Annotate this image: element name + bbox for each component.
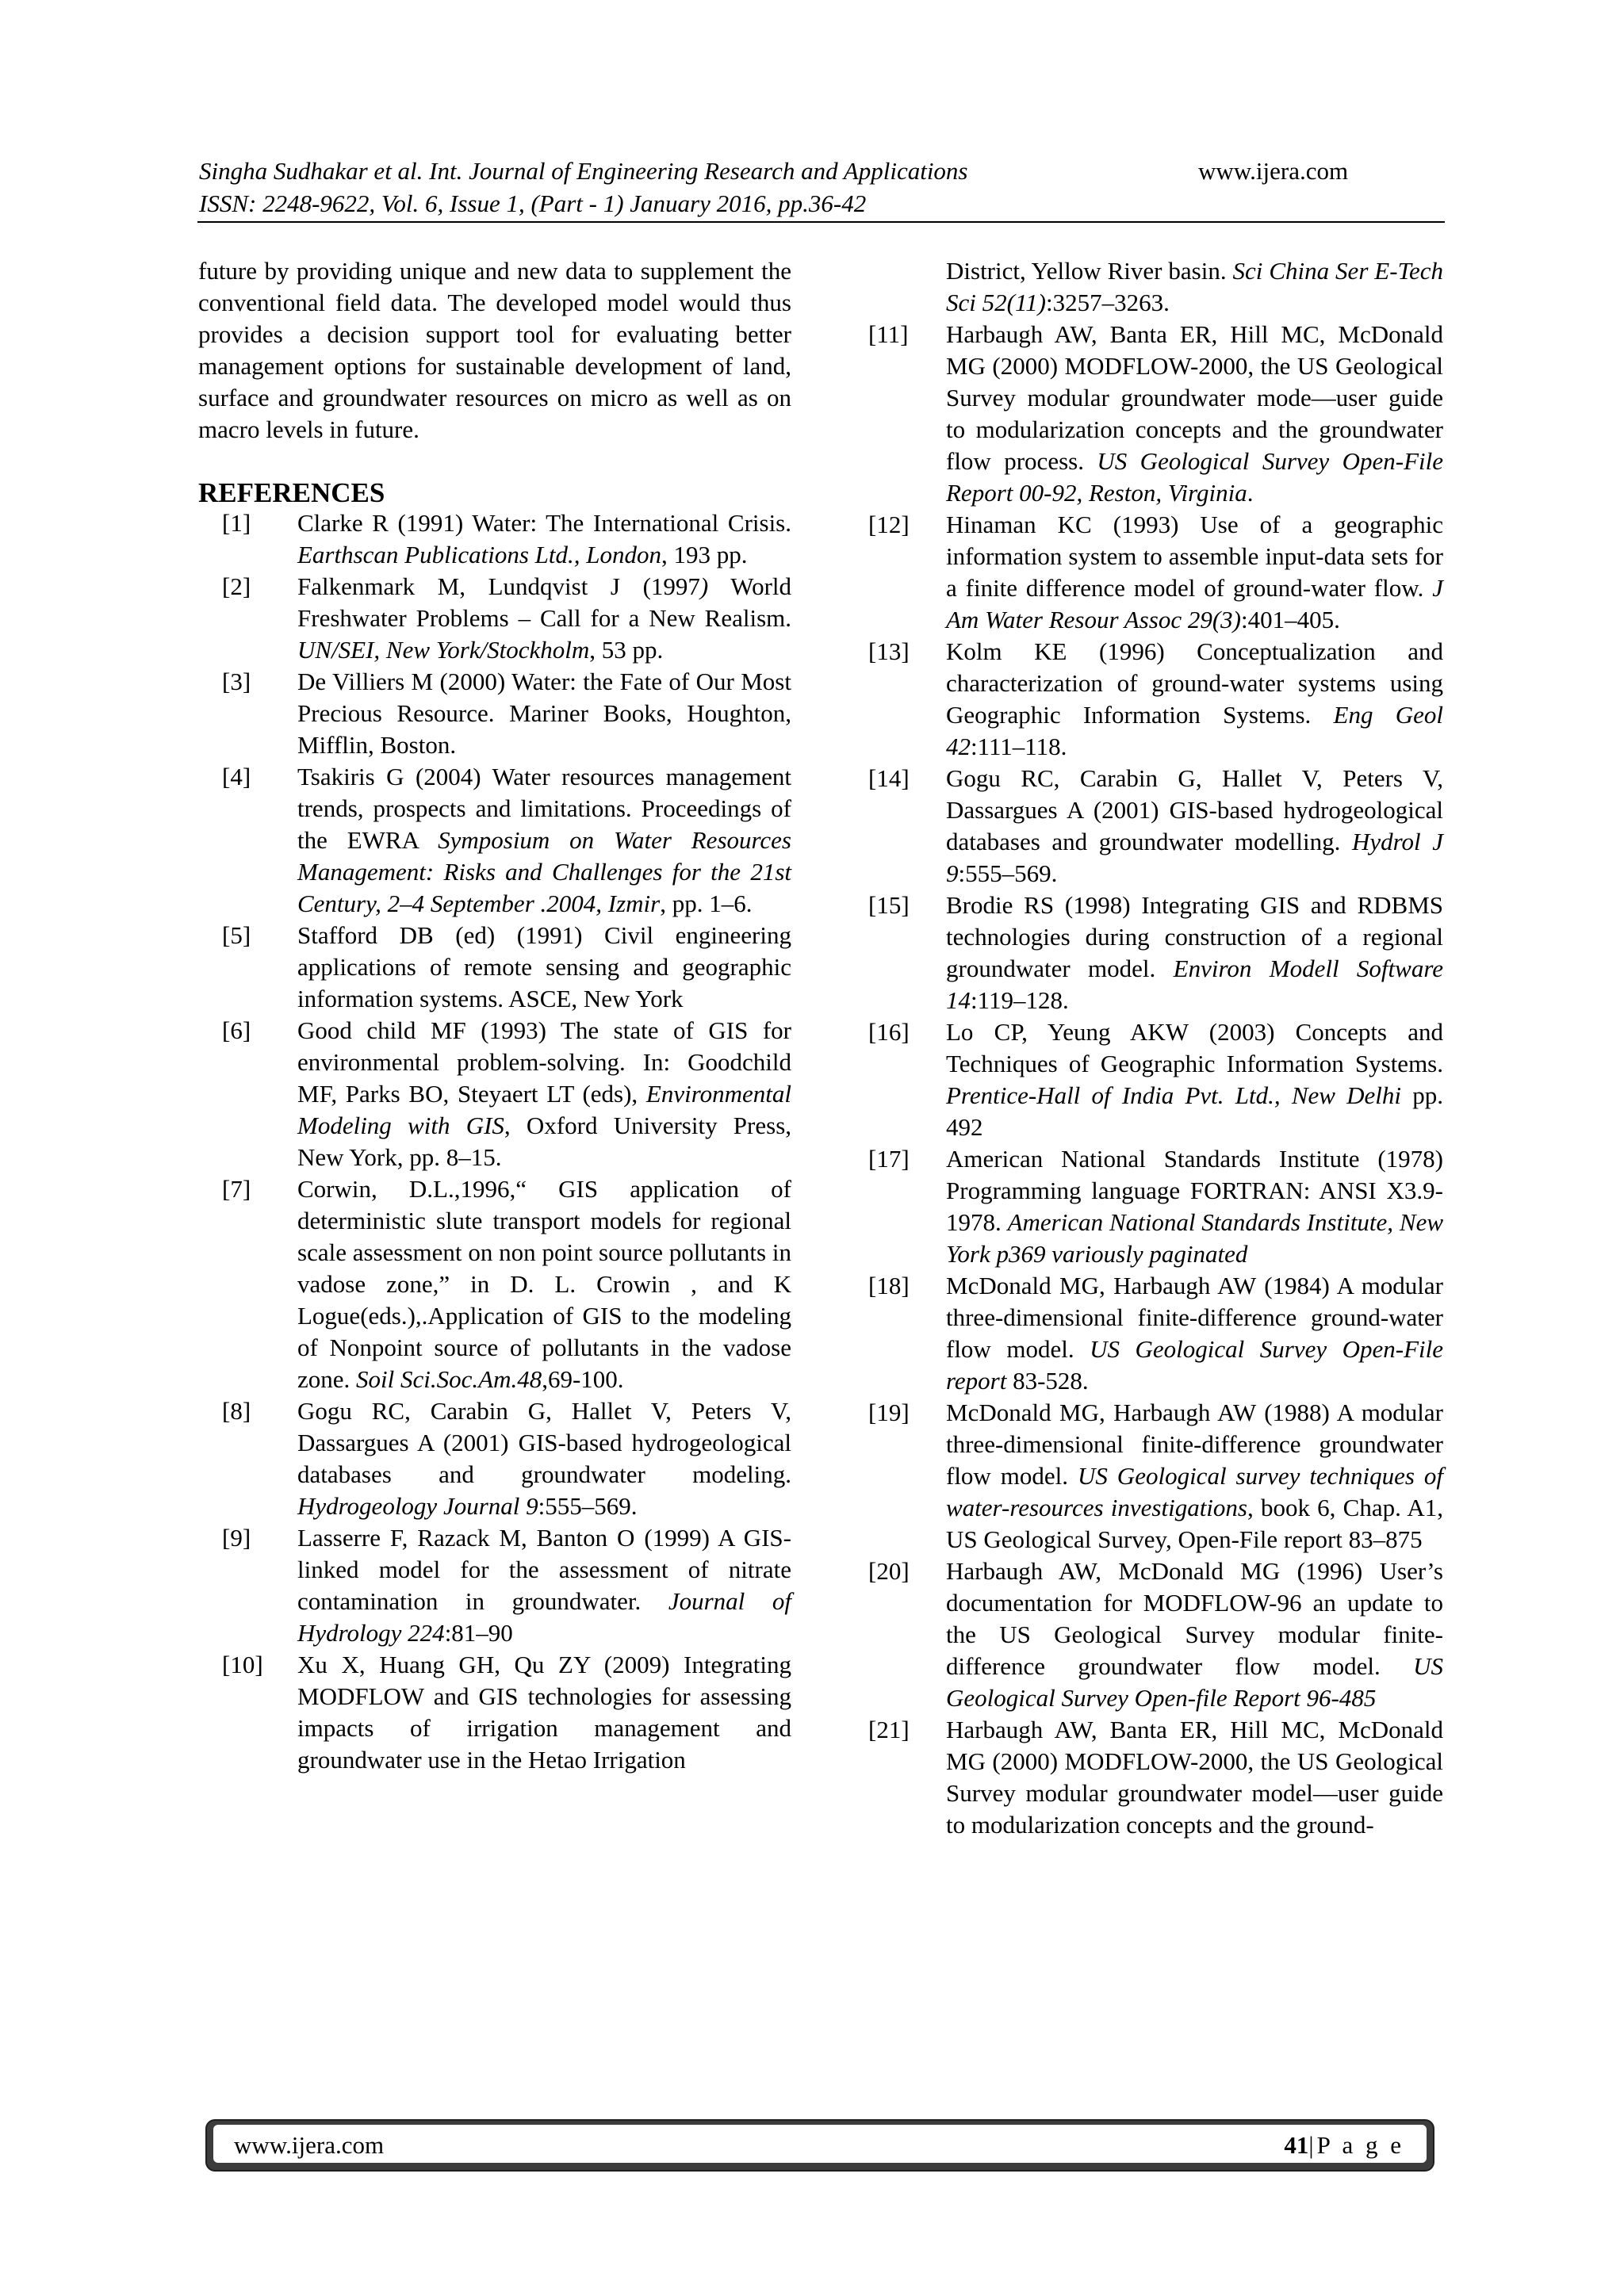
reference-item <box>198 1649 791 1776</box>
reference-item <box>868 1270 1443 1397</box>
reference-item <box>198 920 791 1015</box>
reference-item <box>868 1714 1443 1841</box>
reference-segment: ,69-100. <box>542 1365 624 1393</box>
reference-number: [5] <box>222 921 251 949</box>
running-header <box>199 155 1444 220</box>
reference-item <box>198 1173 791 1395</box>
reference-text <box>297 666 791 761</box>
reference-item <box>198 571 791 666</box>
left-reference-list <box>198 507 791 1776</box>
reference-italic-segment: Symposium on Water Resources Management: Risks and Challenges for the 21st Century, 2–4 September .2004, Izmir <box>297 826 792 917</box>
reference-number: [20] <box>868 1557 910 1585</box>
reference-italic-segment: Environ Modell Software 14 <box>946 955 1444 1014</box>
reference-segment: :401–405. <box>1240 606 1340 633</box>
reference-item <box>868 1397 1443 1556</box>
reference-segment: Falkenmark M, Lundqvist J (1997 <box>297 572 700 600</box>
reference-item <box>198 507 791 571</box>
reference-item <box>868 1143 1443 1270</box>
reference-segment: , 53 pp. <box>589 636 664 664</box>
references-heading: REFERENCES <box>198 477 385 508</box>
reference-segment: :555–569. <box>958 859 1058 887</box>
reference-italic-segment: Prentice-Hall of India Pvt. Ltd., New Delhi <box>946 1081 1402 1109</box>
reference-text <box>297 761 791 920</box>
reference-text <box>946 636 1443 763</box>
reference-item <box>868 509 1443 636</box>
reference-italic-segment: J Am Water Resour Assoc 29(3) <box>946 574 1443 633</box>
reference-segment: Harbaugh AW, McDonald MG (1996) User’s documentation for MODFLOW-96 an update to the US Geological Survey modular finite-difference groundwater flow model. <box>946 1557 1443 1680</box>
reference-number: [14] <box>868 764 910 792</box>
reference-italic-segment: Environmental Modeling with GIS <box>297 1080 791 1139</box>
reference-italic-segment: Journal of Hydrology 224 <box>297 1587 791 1647</box>
reference-item <box>868 319 1443 509</box>
reference-segment: Tsakiris G (2004) Water resources management trends, prospects and limitations. Proceedings of the EWRA <box>297 763 791 854</box>
reference-segment: , pp. 1–6. <box>660 890 753 917</box>
reference-segment: :119–128. <box>971 986 1069 1014</box>
reference-number: [11] <box>868 320 909 348</box>
reference-italic-segment: US Geological Survey Open-File Report 00-92, Reston, Virginia <box>946 447 1443 507</box>
reference-text <box>297 1015 791 1173</box>
header-row-2 <box>199 187 1444 220</box>
reference-number: [21] <box>868 1716 910 1743</box>
reference-text <box>946 1270 1443 1397</box>
reference-segment: De Villiers M (2000) Water: the Fate of Our Most Precious Resource. Mariner Books, Houghton, Mifflin, Boston. <box>297 668 791 759</box>
reference-text <box>946 1016 1443 1143</box>
reference-item <box>868 890 1443 1016</box>
reference-italic-segment: Sci China Ser E-Tech Sci 52(11) <box>946 257 1443 316</box>
reference-italic-segment: ) <box>699 572 709 600</box>
reference-italic-segment: Soil Sci.Soc.Am.48 <box>356 1365 542 1393</box>
reference-segment: , Oxford University Press, New York, pp. 8–15. <box>297 1112 792 1171</box>
reference-item <box>198 1015 791 1173</box>
reference-text <box>946 255 1443 319</box>
reference-number: [8] <box>222 1397 251 1425</box>
header-row-1 <box>199 155 1444 187</box>
reference-text <box>297 1522 791 1649</box>
reference-number: [10] <box>222 1651 263 1678</box>
right-column <box>868 255 1443 1841</box>
page-label: |P a g e <box>1308 2131 1404 2159</box>
reference-segment: Gogu RC, Carabin G, Hallet V, Peters V, Dassargues A (2001) GIS-based hydrogeological databases and groundwater modelling. <box>946 764 1443 855</box>
reference-segment: District, Yellow River basin. <box>946 257 1233 285</box>
reference-segment: Good child MF (1993) The state of GIS for environmental problem-solving. In: Goodchild MF, Parks BO, Steyaert LT (eds), <box>297 1016 791 1108</box>
reference-number: [7] <box>222 1175 251 1203</box>
reference-text <box>297 1395 791 1522</box>
reference-segment: . <box>1247 479 1254 507</box>
reference-number: [4] <box>222 763 251 790</box>
reference-italic-segment: US Geological Survey Open-file Report 96-485 <box>946 1652 1443 1712</box>
footer-bar <box>205 2119 1434 2172</box>
reference-segment: Lo CP, Yeung AKW (2003) Concepts and Techniques of Geographic Information Systems. <box>946 1018 1443 1077</box>
reference-item <box>868 1016 1443 1143</box>
reference-segment: McDonald MG, Harbaugh AW (1984) A modular three-dimensional finite-difference ground-water flow model. <box>946 1272 1443 1363</box>
reference-segment: 83-528. <box>1006 1367 1089 1395</box>
reference-segment: Lasserre F, Razack M, Banton O (1999) A GIS-linked model for the assessment of nitrate contamination in groundwater. <box>297 1524 791 1615</box>
reference-text <box>297 1649 791 1776</box>
reference-item <box>868 636 1443 763</box>
reference-text <box>946 890 1443 1016</box>
reference-segment: , 193 pp. <box>661 541 748 568</box>
reference-item <box>198 666 791 761</box>
reference-number: [19] <box>868 1399 910 1426</box>
reference-segment: Corwin, D.L.,1996,“ GIS application of deterministic slute transport models for regional scale assessment on non point source pollutants in vadose zone,” in D. L. Crowin , and K Logue(eds.),.Application of GIS to the modeling of Nonpoint source of pollutants in the vadose zone. <box>297 1175 791 1393</box>
reference-item <box>198 1522 791 1649</box>
reference-segment: , book 6, Chap. A1, US Geological Survey, Open-File report 83–875 <box>946 1494 1443 1553</box>
reference-text <box>297 1173 791 1395</box>
reference-number: [2] <box>222 572 251 600</box>
reference-segment: World Freshwater Problems – Call for a New Realism. <box>297 572 792 632</box>
reference-text <box>297 507 791 571</box>
reference-number: [13] <box>868 637 910 665</box>
journal-website: www.ijera.com <box>1198 157 1349 185</box>
page-indicator <box>1284 2130 1404 2160</box>
reference-italic-segment: Eng Geol 42 <box>946 701 1443 760</box>
reference-segment: Gogu RC, Carabin G, Hallet V, Peters V, Dassargues A (2001) GIS-based hydrogeological databases and groundwater modeling. <box>297 1397 791 1488</box>
reference-item <box>868 763 1443 890</box>
reference-italic-segment: US Geological Survey Open-File report <box>946 1335 1443 1395</box>
reference-text <box>297 920 791 1015</box>
reference-number: [17] <box>868 1145 910 1173</box>
issn-line: ISSN: 2248-9622, Vol. 6, Issue 1, (Part - 1) January 2016, pp.36-42 <box>199 189 867 217</box>
reference-number: [3] <box>222 668 251 695</box>
reference-text <box>946 1397 1443 1556</box>
reference-segment: Clarke R (1991) Water: The International Crisis. <box>297 509 791 537</box>
reference-item <box>868 1556 1443 1714</box>
reference-italic-segment: Hydrol J 9 <box>946 828 1443 887</box>
reference-number: [1] <box>222 509 251 537</box>
reference-text <box>946 763 1443 890</box>
reference-number: [9] <box>222 1524 251 1552</box>
reference-text <box>946 1556 1443 1714</box>
reference-italic-segment: Hydrogeology Journal 9 <box>297 1492 538 1520</box>
reference-number: [16] <box>868 1018 910 1046</box>
reference-segment: Brodie RS (1998) Integrating GIS and RDBMS technologies during construction of a regional groundwater model. <box>946 891 1443 982</box>
reference-segment: Xu X, Huang GH, Qu ZY (2009) Integrating MODFLOW and GIS technologies for assessing impacts of irrigation management and groundwater use in the Hetao Irrigation <box>297 1651 791 1774</box>
footer-inner <box>213 2125 1427 2163</box>
reference-italic-segment: American National Standards Institute, New York p369 variously paginated <box>946 1208 1444 1268</box>
reference-segment: pp. 492 <box>946 1081 1444 1141</box>
reference-segment: American National Standards Institute (1978) Programming language FORTRAN: ANSI X3.9-1978. <box>946 1145 1443 1236</box>
reference-number: [18] <box>868 1272 910 1299</box>
reference-segment: :555–569. <box>538 1492 638 1520</box>
footer-website: www.ijera.com <box>234 2131 385 2159</box>
reference-item <box>198 1395 791 1522</box>
journal-citation: Singha Sudhakar et al. Int. Journal of Engineering Research and Applications <box>199 157 968 185</box>
reference-segment: Hinaman KC (1993) Use of a geographic information system to assemble input-data sets for a finite difference model of ground-water flow. <box>946 511 1443 602</box>
reference-segment: Stafford DB (ed) (1991) Civil engineering applications of remote sensing and geographic information systems. ASCE, New York <box>297 921 791 1012</box>
reference-text <box>297 571 791 666</box>
page-number: 41 <box>1284 2131 1309 2159</box>
reference-text <box>946 1714 1443 1841</box>
reference-segment: Kolm KE (1996) Conceptualization and characterization of ground-water systems using Geographic Information Systems. <box>946 637 1443 729</box>
reference-italic-segment: UN/SEI, New York/Stockholm <box>297 636 590 664</box>
reference-text <box>946 509 1443 636</box>
reference-segment: McDonald MG, Harbaugh AW (1988) A modular three-dimensional finite-difference groundwater flow model. <box>946 1399 1443 1490</box>
reference-segment: Harbaugh AW, Banta ER, Hill MC, McDonald MG (2000) MODFLOW-2000, the US Geological Survey modular groundwater model—user guide to modularization concepts and the ground- <box>946 1716 1443 1839</box>
reference-number: [6] <box>222 1016 251 1044</box>
reference-segment: :81–90 <box>444 1619 513 1647</box>
reference-italic-segment: Earthscan Publications Ltd., London <box>297 541 661 568</box>
left-column <box>198 255 791 1776</box>
right-reference-list <box>868 319 1443 1841</box>
reference-text <box>946 1143 1443 1270</box>
reference-segment: Harbaugh AW, Banta ER, Hill MC, McDonald MG (2000) MODFLOW-2000, the US Geological Survey modular groundwater mode—user guide to modularization concepts and the groundwater flow process. <box>946 320 1443 475</box>
reference-item <box>198 761 791 920</box>
reference-number: [15] <box>868 891 910 919</box>
reference-text <box>946 319 1443 509</box>
reference-italic-segment: US Geological survey techniques of water-resources investigations <box>946 1462 1443 1521</box>
reference-segment: :111–118. <box>971 733 1067 760</box>
reference-segment: :3257–3263. <box>1045 289 1170 316</box>
intro-paragraph: future by providing unique and new data to supplement the conventional field data. The developed model would thus provides a decision support tool for evaluating better management options for sustainable development of land, surface and groundwater resources on micro as well as on macro levels in future. <box>198 257 791 443</box>
header-rule <box>197 221 1445 223</box>
reference-continuation <box>868 255 1443 319</box>
reference-number: [12] <box>868 511 910 538</box>
